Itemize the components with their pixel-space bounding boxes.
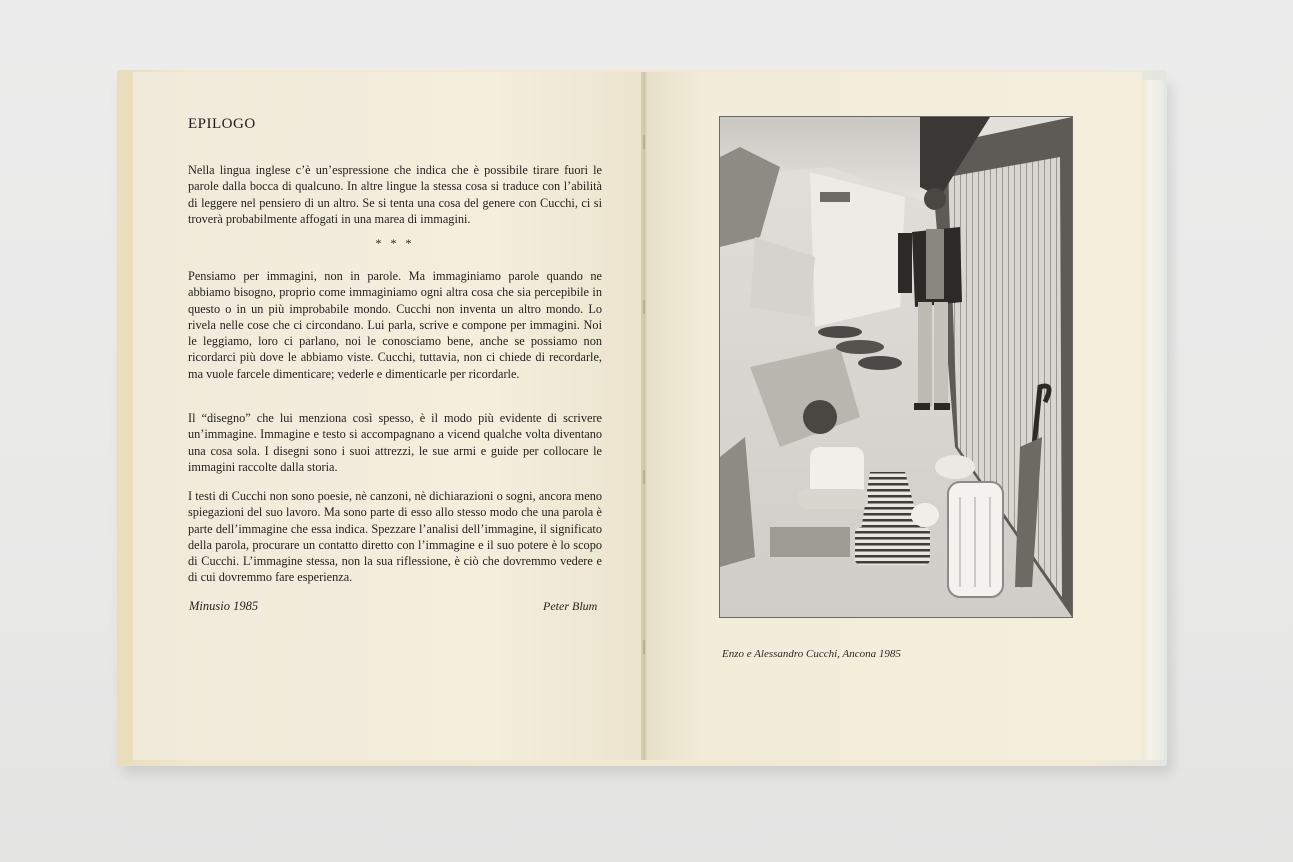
photo-illustration: [720, 117, 1072, 617]
page-title: EPILOGO: [188, 116, 256, 132]
book-gutter: [641, 72, 647, 760]
binding-stitch: [643, 470, 645, 484]
right-page-edges: [1140, 80, 1164, 760]
author-signature: Peter Blum: [543, 599, 598, 613]
paragraph-2: Pensiamo per immagini, non in parole. Ma immaginiamo parole quando ne abbiamo bisogno, proprio come immaginiamo ogni altra cosa che sia percepibile in questo o in un più improbabile mondo. Cucchi non inventa un altro mondo. Lo rivela nelle cose che ci circondano. Lui parla, scrive e compone per immagini. Noi le leggiamo, loro ci parlano, noi le conosciamo bene, anche se possiamo non ricordarci più dove le abbiamo viste. Cucchi, tuttavia, non ci chiede di recordarle, ma vuole farcele dimenticare; vederle e dimenticarle per ricordarle.: [188, 269, 602, 381]
section-separator: * * *: [375, 236, 415, 250]
paragraph-3: Il “disegno” che lui menziona così spesso, è il modo più evidente di scrivere un’immagine. Immagine e testo si accompagnano a vicend qualche volta diventano una cosa sola. I disegni sono i suoi attrezzi, le sue armi e guide per collocare le immagini raccolte dalla storia.: [188, 411, 602, 474]
binding-stitch: [643, 135, 645, 149]
paragraph-1: Nella lingua inglese c’è un’espressione che indica che è possibile tirare fuori le parole dalla bocca di qualcuno. In altre lingue la stessa cosa si traduce con l’abilità di leggere nel pensiero di un altro. Se si tenta una cosa del genere con Cucchi, ci si troverà probabilmente affogati in una marea di immagini.: [188, 163, 602, 226]
binding-stitch: [643, 640, 645, 654]
paragraph-4: I testi di Cucchi non sono poesie, nè canzoni, nè dichiarazioni o sogni, ancora meno spiegazioni del suo lavoro. Ma sono parte di esso allo stesso modo che una parola è parte dell’immagine che essa indica. Spezzare l’analisi dell’immagine, il significato della parola, procurare un contatto diretto con l’immagine e il suo potere è lo scopo di Cucchi. L’immagine stessa, non la sua riflessione, è ciò che dovremmo vedere e di cui dovremmo fare esperienza.: [188, 489, 602, 585]
photograph: [719, 116, 1073, 618]
place-date: Minusio 1985: [189, 599, 259, 613]
binding-stitch: [643, 300, 645, 314]
photo-caption: Enzo e Alessandro Cucchi, Ancona 1985: [722, 648, 901, 660]
